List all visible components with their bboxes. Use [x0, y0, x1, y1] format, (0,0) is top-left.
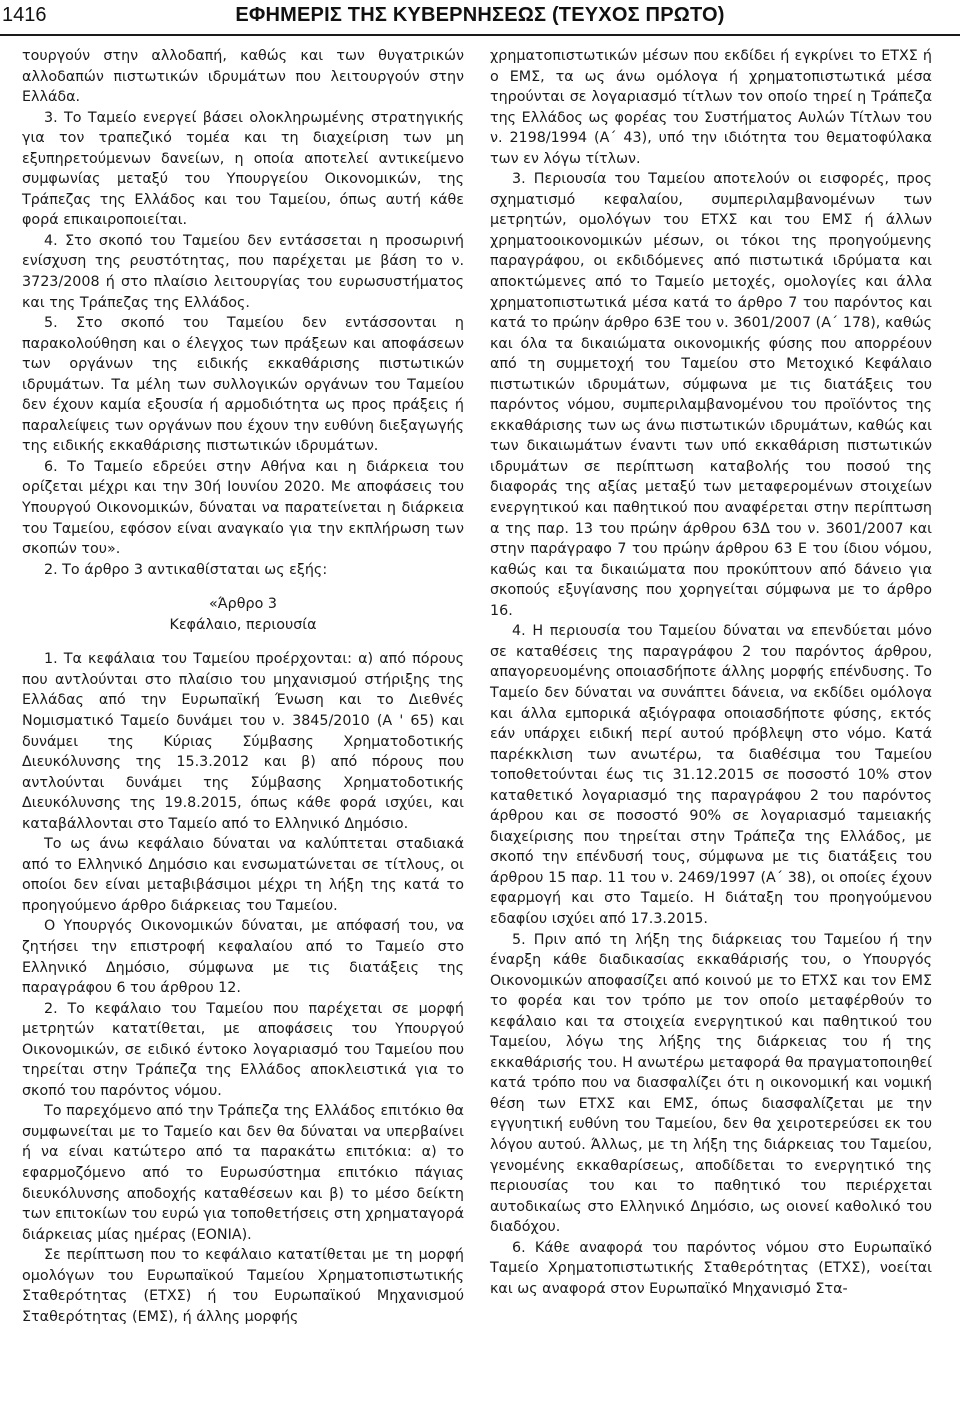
paragraph: 5. Πριν από τη λήξη της διάρκειας του Ταμείου ή την έναρξη κάθε διαδικασίας εκκαθάρισής του, ο Υπουργός Οικονομικών αποφασίζει από κοινού με το ΕΤΧΣ και τον ΕΜΣ το φορέα και τον τρόπο με τον οποίο μεταφέρθούν το κεφάλαιο και τα στοιχεία ενεργητικού και παθητικού του Ταμείου, λόγω της λήξης της διάρκειας του ή της εκκαθάρισής του. Η ανωτέρω μεταφορά θα πραγματοποιηθεί κατά τρόπο που να διασφαλίζει ότι η οικονομική και νομική θέση των ΕΤΧΣ και ΕΜΣ, όπως διασφαλίζεται με την εγγυητική ευθύνη του Ταμείου, δεν θα χειροτερεύσει εκ του λόγου αυτού. Άλλως, με τη λήξη της διάρκειας του Ταμείου, γενομένης εκκαθαρίσεως, αποδίδεται το ενεργητικό της περιουσίας του και το παθητικό του περιέρχεται αυτοδικαίως στο Ελληνικό Δημόσιο, ως οιονεί καθολικό του διαδόχου. — [490, 931, 932, 1236]
right-column — [490, 46, 932, 1299]
paragraph: 2. Το κεφάλαιο του Ταμείου που παρέχεται σε μορφή μετρητών κατατίθεται, με αποφάσεις του Υπουργού Οικονομικών, σε ειδικό έντοκο λογαριασμό του Ταμείου που τηρείται στην Τράπεζα της Ελλάδος αποκλειστικά για το σκοπό του παρόντος νόμου. — [22, 1000, 464, 1099]
paragraph: Ο Υπουργός Οικονομικών δύναται, με απόφασή του, να ζητήσει την επιστροφή κεφαλαίου από το Ταμείο στο Ελληνικό Δημόσιο, σύμφωνα με τις διατάξεις της παραγράφου 6 του άρθρου 12. — [22, 918, 464, 997]
paragraph: τουργούν στην αλλοδαπή, καθώς και των θυγατρικών αλλοδαπών πιστωτικών ιδρυμάτων που λειτουργούν στην Ελλάδα. — [22, 48, 464, 106]
journal-title: ΕΦΗΜΕΡΙΣ ΤΗΣ ΚΥΒΕΡΝΗΣΕΩΣ (ΤΕΥΧΟΣ ΠΡΩΤΟ) — [235, 4, 725, 26]
article-heading: «Άρθρο 3 — [209, 596, 277, 613]
paragraph: 5. Στο σκοπό του Ταμείου δεν εντάσσονται η παρακολούθηση και ο έλεγχος των πράξεων και αποφάσεων των οργάνων της ειδικής εκκαθάρισης πιστωτικών ιδρυμάτων. Τα μέλη των συλλογικών οργάνων του Ταμείου δεν έχουν καμία εξουσία ή αρμοδιότητα ως προς πράξεις ή παραλείψεις των οργάνων που έχουν την ευθύνη διεξαγωγής της ειδικής εκκαθάρισης πιστωτικών ιδρυμάτων. — [22, 315, 464, 455]
left-column — [22, 46, 464, 1327]
paragraph: 3. Περιουσία του Ταμείου αποτελούν οι εισφορές, προς σχηματισμό κεφαλαίου, συμπεριλαμβανομένων των μετρητών, ομολόγων του ΕΤΧΣ και του ΕΜΣ ή άλλων χρηματοοικονομικών μέσων, οι τόκοι της προηγούμενης παραγράφου, οι εκδιδόμενες από πιστωτικά ιδρύματα και αποκτώμενες από το Ταμείο μετοχές, ομολογίες και άλλα χρηματοπιστωτικά μέσα κατά το άρθρο 7 του παρόντος και κατά το πρώην άρθρο 63Ε του ν. 3601/2007 (Α΄ 178), καθώς και όλα τα δικαιώματα οικονομικής φύσης που απορρέουν από τη συμμετοχή του Ταμείου στο Μετοχικό Κεφάλαιο πιστωτικών ιδρυμάτων, σύμφωνα με τις διατάξεις του παρόντος νόμου, συμπεριλαμβανομένου του προϊόντος της εκκαθάρισης των ως άνω πιστωτικών ιδρυμάτων, καθώς και των δικαιωμάτων έναντι των υπό εκκαθάριση πιστωτικών ιδρυμάτων σε περίπτωση καταβολής του ποσού της διαφοράς της αξίας μεταξύ των μεταφερομένων στοιχείων ενεργητικού και παθητικού που αναφέρεται στην περίπτωση α της παρ. 13 του πρώην άρθρου 63Δ του ν. 3601/2007 και στην παράγραφο 7 του πρώην άρθρου 63 Ε του ίδιου νόμου, καθώς και τα δικαιώματα που προκύπτουν από δάνειο για σκοπούς εξυγίανσης που χορηγείται σύμφωνα με το άρθρο 16. — [490, 171, 932, 619]
paragraph: 4. Στο σκοπό του Ταμείου δεν εντάσσεται η προσωρινή ενίσχυση της ρευστότητας, που παρέχεται με βάση το ν. 3723/2008 ή στο πλαίσιο λειτουργίας του ευρωσυστήματος και της Τράπεζας της Ελλάδος. — [22, 232, 464, 311]
paragraph: 6. Το Ταμείο εδρεύει στην Αθήνα και η διάρκεια του ορίζεται μέχρι και την 30ή Ιουνίου 2020. Με αποφάσεις του Υπουργού Οικονομικών, δύναται να παρατείνεται η διάρκεια του Ταμείου, εφόσον είναι αναγκαίο για την εκπλήρωση των σκοπών του». — [22, 458, 464, 558]
paragraph: 1. Τα κεφάλαια του Ταμείου προέρχονται: α) από πόρους που αντλούνται στο πλαίσιο του μηχανισμού στήριξης της Ελλάδας από την Ευρωπαϊκή Ένωση και το Διεθνές Νομισματικό Ταμείο δυνάμει του ν. 3845/2010 (Α ' 65) και δυνάμει της Κύριας Σύμβασης Χρηματοδοτικής Διευκόλυνσης της 15.3.2012 και β) από πόρους που αντλούνται δυνάμει της Σύμβασης Χρηματοδοτικής Διευκόλυνσης της 19.8.2015, όπως κάθε φορά ισχύει, και καταβάλλονται στο Ταμείο από το Ελληνικό Δημόσιο. — [22, 651, 464, 832]
paragraph: Σε περίπτωση που το κεφάλαιο κατατίθεται με τη μορφή ομολόγων του Ευρωπαϊκού Ταμείου Χρηματοπιστωτικής Σταθερότητας (ΕΤΧΣ) ή του Ευρωπαϊκού Μηχανισμού Σταθερότητας (ΕΜΣ), ή άλλης μορφής — [22, 1247, 464, 1325]
page-number: 1416 — [2, 4, 47, 26]
paragraph: Το παρεχόμενο από την Τράπεζα της Ελλάδος επιτόκιο θα συμφωνείται με το Ταμείο και δεν θα δύναται να υπερβαίνει ή να είναι κατώτερο από τα παρακάτω επιτόκια: α) το εφαρμοζόμενο από το Ευρωσύστημα επιτόκιο πάγιας διευκόλυνσης αποδοχής καταθέσεων και β) το μέσο δείκτη των επιτοκίων του ευρώ για τοποθετήσεις στη χρηματαγορά διάρκειας μίας ημέρας (ΕΟΝΙΑ). — [22, 1103, 464, 1243]
paragraph: 6. Κάθε αναφορά του παρόντος νόμου στο Ευρωπαϊκό Ταμείο Χρηματοπιστωτικής Σταθερότητας (ΕΤΧΣ), νοείται και ως αναφορά στον Ευρωπαϊκό Μηχανισμό Στα- — [490, 1239, 932, 1297]
paragraph: 3. Το Ταμείο ενεργεί βάσει ολοκληρωμένης στρατηγικής για τον τραπεζικό τομέα και τη διαχείριση των μη εξυπηρετούμενων δανείων, η οποία αποτελεί αντικείμενο συμφωνίας μεταξύ του Υπουργείου Οικονομικών, της Τράπεζας της Ελλάδος και του Ταμείου, όπως αυτή κάθε φορά επικαιροποιείται. — [22, 109, 464, 229]
page-header — [0, 0, 960, 36]
paragraph: Το ως άνω κεφάλαιο δύναται να καλύπτεται σταδιακά από το Ελληνικό Δημόσιο και ενσωματώνεται σε τίτλους, οι οποίοι δεν είναι μεταβιβάσιμοι μέχρι τη λήξη της κατά το προηγούμενο άρθρο διάρκειας του Ταμείου. — [22, 836, 464, 914]
paragraph: 4. Η περιουσία του Ταμείου δύναται να επενδύεται μόνο σε καταθέσεις της παραγράφου 2 του παρόντος άρθρου, απαγορευομένης οποιασδήποτε άλλης μορφής επένδυσης. Το Ταμείο δεν δύναται να συνάπτει δάνεια, να εκδίδει ομόλογα και άλλα εμπορικά αξιόγραφα οποιασδήποτε φύσης, εκτός εάν υπάρχει ειδική περί αυτού πρόβλεψη στο νόμο. Κατά παρέκκλιση των ανωτέρω, τα διαθέσιμα του Ταμείου τοποθετούνται έως τις 31.12.2015 σε ποσοστό 10% στον καταθετικό λογαριασμό της παραγράφου 2 του παρόντος άρθρου και σε ποσοστό 90% σε λογαριασμό ταμειακής διαχείρισης που τηρείται στην Τράπεζα της Ελλάδος, με σκοπό την επένδυσή τους, σύμφωνα με τις διατάξεις του άρθρου 15 παρ. 11 του ν. 2469/1997 (Α΄ 38), οι οποίες έχουν εφαρμογή και στο Ταμείο. Η διάταξη του προηγούμενου εδαφίου ισχύει από 17.3.2015. — [490, 623, 932, 927]
paragraph: 2. Το άρθρο 3 αντικαθίσταται ως εξής: — [44, 561, 328, 578]
article-subheading: Κεφάλαιο, περιουσία — [169, 616, 317, 633]
paragraph: χρηματοπιστωτικών μέσων που εκδίδει ή εγκρίνει το ΕΤΧΣ ή ο ΕΜΣ, τα ως άνω ομόλογα ή χρηματοπιστωτικά μέσα τηρούνται σε λογαριασμό τίτλων τον οποίο τηρεί η Τράπεζα της Ελλάδος ως φορέας του Συστήματος Αυλών Τίτλων του ν. 2198/1994 (Α΄ 43), υπό την ιδιότητα του θεματοφύλακα των εν λόγω τίτλων. — [490, 48, 932, 167]
